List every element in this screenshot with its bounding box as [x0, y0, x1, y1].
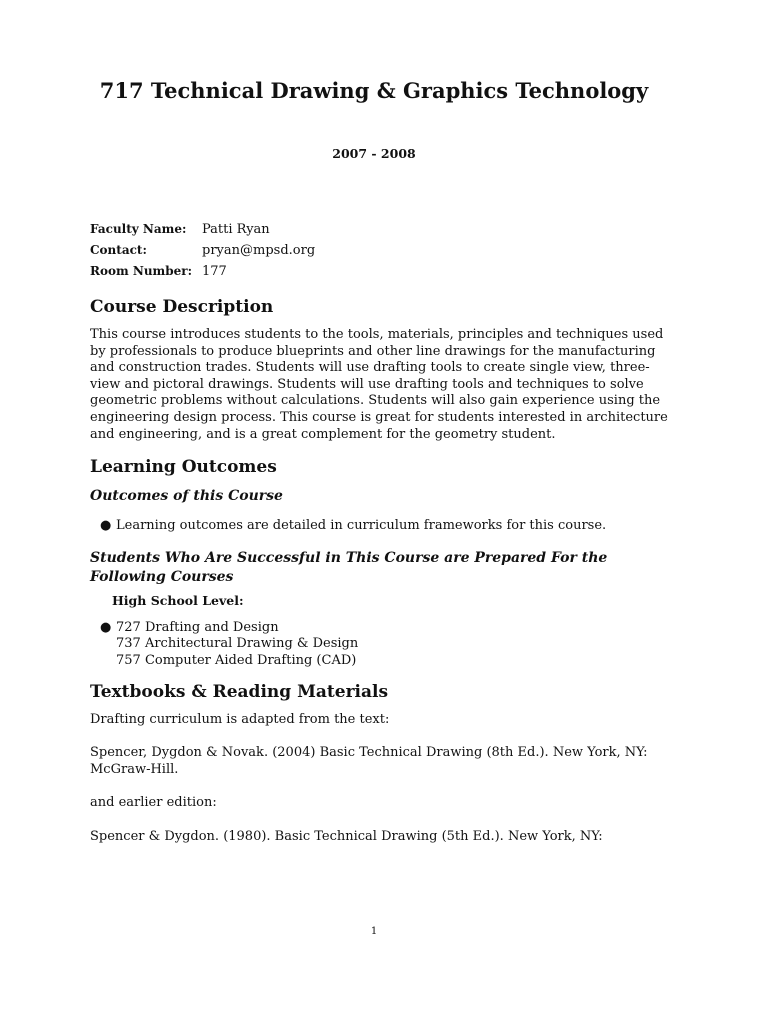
- outcomes-bullet-text: Learning outcomes are detailed in curriculum frameworks for this course.: [116, 518, 607, 534]
- room-number-label: Room Number:: [90, 264, 193, 278]
- contact-row: [90, 243, 670, 264]
- course-item: 737 Architectural Drawing & Design: [116, 636, 359, 652]
- room-number-row: [90, 264, 670, 285]
- outcomes-subheading: Outcomes of this Course: [90, 488, 283, 505]
- learning-outcomes-heading: Learning Outcomes: [90, 457, 277, 478]
- bullet-icon: ●: [100, 518, 112, 534]
- courses-bullet-item: [100, 620, 670, 670]
- faculty-name-label: Faculty Name:: [90, 222, 187, 236]
- high-school-level-label: High School Level:: [112, 592, 244, 608]
- faculty-name-value: Patti Ryan: [202, 222, 270, 237]
- textbooks-intro: Drafting curriculum is adapted from the text:: [90, 711, 390, 727]
- document-title: 717 Technical Drawing & Graphics Technology: [99, 78, 649, 103]
- contact-email[interactable]: pryan@mpsd.org: [202, 243, 316, 258]
- document-body: [90, 222, 670, 846]
- textbook-citation-1: Spencer, Dygdon & Novak. (2004) Basic Technical Drawing (8th Ed.). New York, NY: McGraw-Hill.: [90, 745, 648, 777]
- school-year: 2007 - 2008: [332, 146, 416, 161]
- course-description-heading: Course Description: [90, 297, 274, 317]
- room-number-value: 177: [202, 264, 227, 279]
- course-description-text: This course introduces students to the tools, materials, principles and techniques used by professionals to produce blueprints and other line drawings for the manufacturing and construction trades. Students will use drafting tools to create single view, three-view and pictoral drawings. Students will use drafting tools and techniques to solve geometric problems without calculations. Students will also gain experience using the engineering design process. This course is great for students interested in architecture and engineering, and is a great complement for the geometry student.: [90, 327, 668, 442]
- textbooks-heading: Textbooks & Reading Materials: [90, 681, 389, 702]
- course-item: 757 Computer Aided Drafting (CAD): [116, 652, 357, 668]
- contact-label: Contact:: [90, 243, 147, 257]
- faculty-info: [90, 222, 670, 285]
- course-item: 727 Drafting and Design: [116, 619, 279, 635]
- textbook-citation-2: Spencer & Dygdon. (1980). Basic Technical Drawing (5th Ed.). New York, NY:: [90, 828, 603, 844]
- bullet-icon: ●: [100, 619, 112, 635]
- course-list: [116, 620, 358, 670]
- faculty-name-row: [90, 222, 670, 243]
- textbooks-middle-text: and earlier edition:: [90, 795, 217, 811]
- prepared-courses-subheading: Students Who Are Successful in This Course are Prepared For the Following Courses: [90, 549, 608, 585]
- page-number: 1: [370, 926, 378, 937]
- outcomes-bullet-item: [100, 518, 670, 535]
